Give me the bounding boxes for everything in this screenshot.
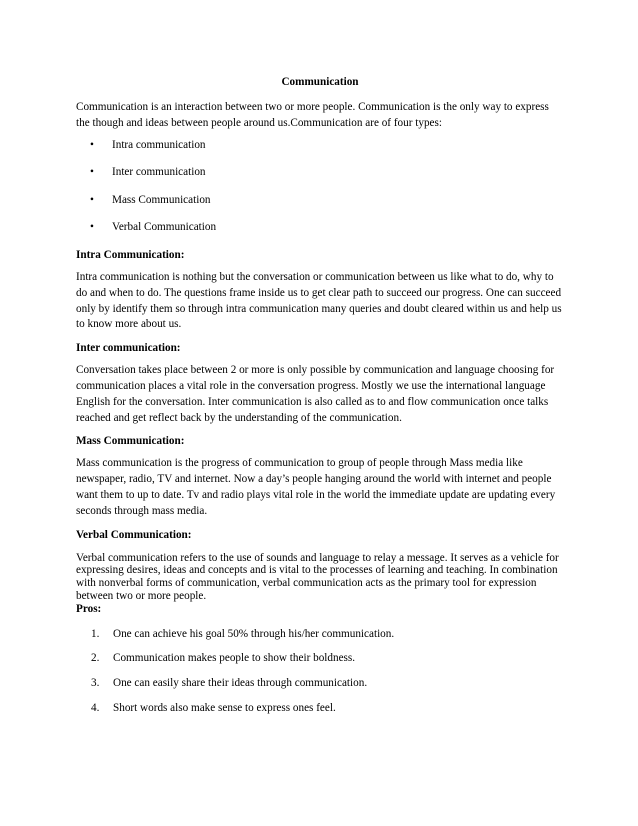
- list-item: [76, 138, 564, 166]
- bullet-icon: •: [90, 138, 94, 151]
- list-item-text: One can achieve his goal 50% through his/her communication.: [113, 627, 395, 640]
- section-body-verbal: Verbal communication refers to the use of sounds and language to relay a message. It serves as a vehicle for expressing desires, ideas and concepts and is vital to the processes of learning and teaching. In combination with nonverbal forms of communication, verbal communication acts as the primary tool for expression between two or more people.: [76, 551, 559, 602]
- list-number: 2.: [91, 652, 100, 665]
- bullet-icon: •: [90, 193, 94, 206]
- list-item-text: Communication makes people to show their boldness.: [113, 652, 356, 665]
- list-item: [76, 676, 564, 701]
- list-item-text: Short words also make sense to express ones feel.: [113, 701, 336, 714]
- bullet-icon: •: [90, 166, 94, 179]
- list-item: [76, 627, 564, 652]
- section-heading-verbal: Verbal Communication:: [76, 528, 192, 541]
- section-heading-inter: Inter communication:: [76, 342, 181, 355]
- list-number: 4.: [91, 701, 100, 714]
- types-list: [76, 138, 564, 248]
- list-item-text: Inter communication: [112, 166, 206, 179]
- document-content: [76, 75, 564, 725]
- intro-paragraph: Communication is an interaction between two or more people. Communication is the only way to express the though and ideas between people around us.Communication are of four types:: [76, 101, 549, 129]
- list-item-text: One can easily share their ideas through communication.: [113, 676, 368, 689]
- bullet-icon: •: [90, 221, 94, 234]
- list-item: [76, 651, 564, 676]
- list-item: [76, 220, 564, 248]
- pros-heading: Pros:: [76, 602, 102, 615]
- section-body-inter: Conversation takes place between 2 or more is only possible by communication and language choosing for communication places a vital role in the conversation progress. Mostly we use the international language English for the conversation. Inter communication is also called as to and flow communication once talks reached and get reflect back by the understanding of the communication.: [76, 364, 555, 424]
- pros-list: [76, 627, 564, 725]
- list-number: 1.: [91, 627, 100, 640]
- section-body-intra: Intra communication is nothing but the conversation or communication between us like what to do, why to do and when to do. The questions frame inside us to get clear path to succeed our progress. One can succeed only by identify them so through intra communication many queries and doubt cleared within us and help us to know more about us.: [76, 270, 562, 331]
- list-item-text: Verbal Communication: [112, 221, 217, 234]
- list-number: 3.: [91, 676, 100, 689]
- section-body-mass: Mass communication is the progress of communication to group of people through Mass media like newspaper, radio, TV and internet. Now a day’s people hanging around the world with internet and people want them to up to date. Tv and radio plays vital role in the world the immediate update are updating every seconds through mass media.: [76, 457, 556, 517]
- list-item: [76, 701, 564, 726]
- page-title: Communication: [281, 76, 359, 88]
- list-item: [76, 193, 564, 221]
- list-item-text: Intra communication: [112, 138, 206, 151]
- section-heading-intra: Intra Communication:: [76, 248, 185, 261]
- list-item: [76, 165, 564, 193]
- section-heading-mass: Mass Communication:: [76, 435, 185, 448]
- list-item-text: Mass Communication: [112, 193, 211, 206]
